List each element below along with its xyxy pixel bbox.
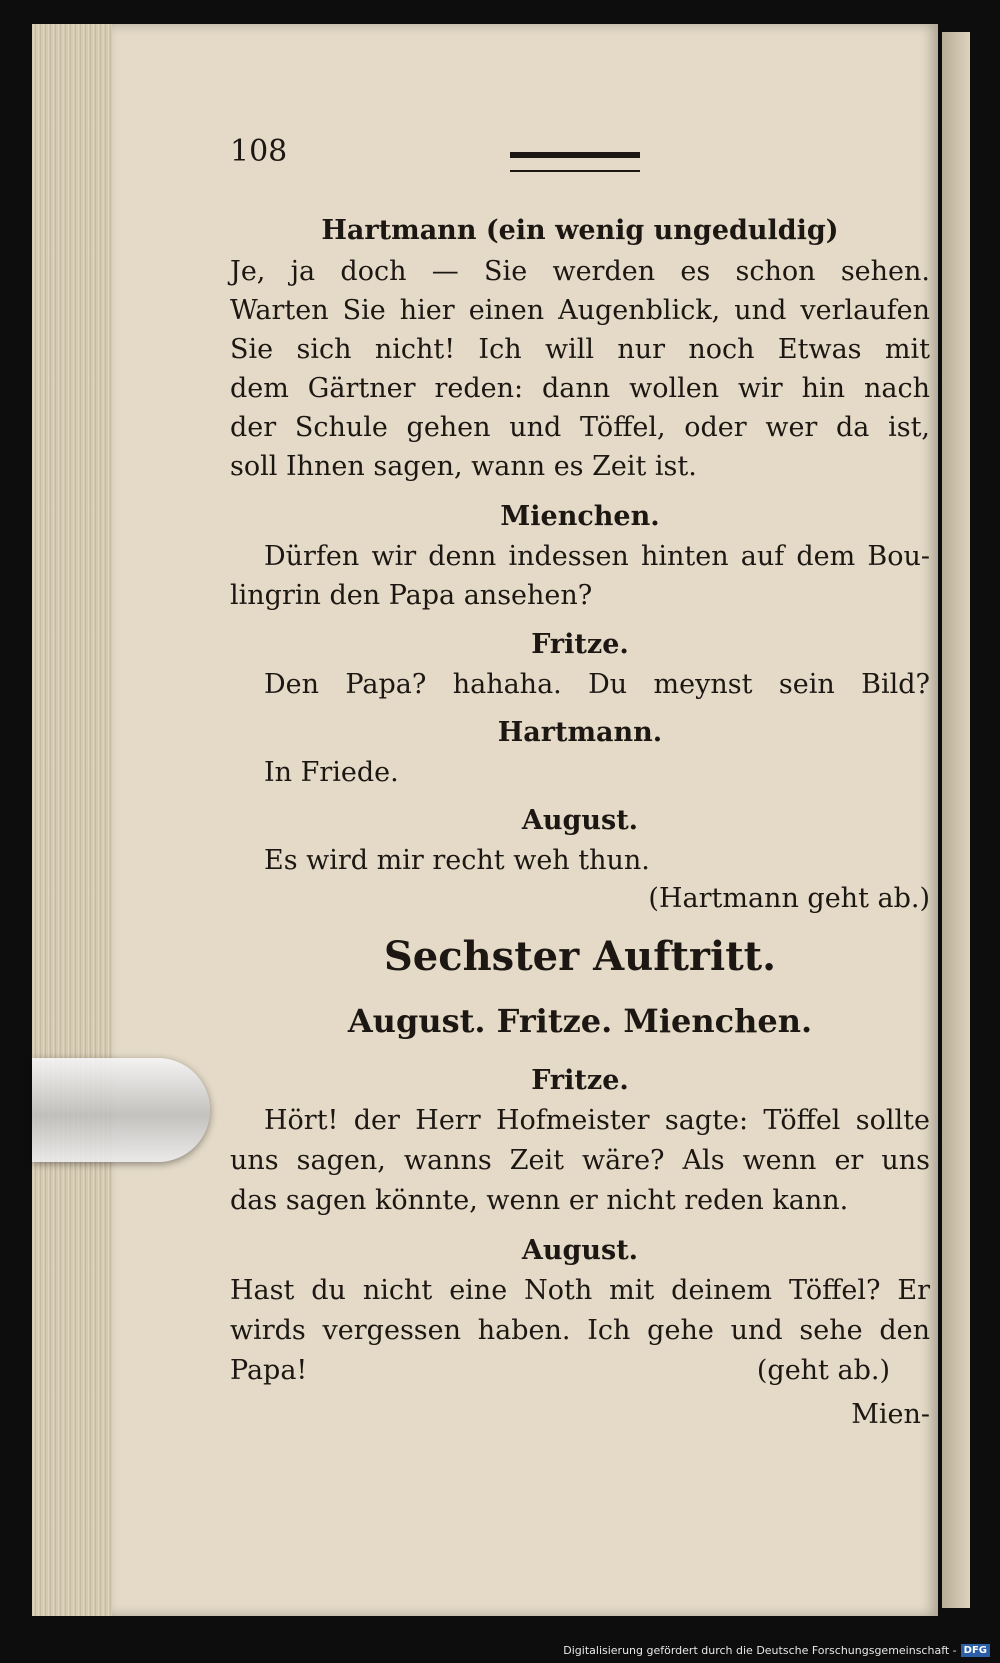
page-clip: [32, 1058, 210, 1162]
text-line: lingrin den Papa ansehen?: [230, 580, 593, 611]
text-line: wirds vergessen haben. Ich gehe und sehe den: [230, 1315, 930, 1346]
stage-speaker: Hartmann (ein wenig ungeduldig): [321, 215, 839, 246]
stage-direction: (Hartmann geht ab.): [648, 883, 930, 914]
speaker-name: Mienchen.: [500, 501, 660, 532]
next-page-edge: [942, 32, 970, 1608]
speaker-name: August.: [521, 1235, 639, 1266]
text-line: Hört! der Herr Hofmeister sagte: Töffel sollte: [264, 1105, 930, 1136]
text-line: Je, ja doch — Sie werden es schon sehen.: [230, 256, 930, 287]
dfg-logo: DFG: [961, 1644, 990, 1657]
book-page: [112, 24, 938, 1616]
speaker-name: Fritze.: [531, 629, 629, 660]
text-line: Sie sich nicht! Ich will nur noch Etwas mit: [230, 334, 930, 365]
text-line: Dürfen wir denn indessen hinten auf dem Bou-: [264, 541, 930, 572]
header-rule: [510, 152, 640, 172]
stage-direction: (geht ab.): [756, 1355, 890, 1386]
page-number: 108: [230, 134, 288, 169]
text-line: Warten Sie hier einen Augenblick, und verlaufen: [230, 295, 930, 326]
text-line: das sagen könnte, wenn er nicht reden kann.: [230, 1185, 849, 1216]
speaker-name: August.: [521, 805, 639, 836]
page-edges: [32, 24, 112, 1616]
text-line: dem Gärtner reden: dann wollen wir hin nach: [230, 373, 930, 404]
text-line: In Friede.: [264, 757, 399, 788]
book-scan: [32, 24, 976, 1616]
catchword: Mien-: [851, 1399, 930, 1430]
text-line: Papa!: [230, 1355, 308, 1386]
text-line: der Schule gehen und Töffel, oder wer da ist,: [230, 412, 930, 443]
text-line: Den Papa? hahaha. Du meynst sein Bild?: [264, 669, 930, 700]
text-line: uns sagen, wanns Zeit wäre? Als wenn er uns: [230, 1145, 930, 1176]
text-line: Es wird mir recht weh thun.: [264, 845, 650, 876]
speaker-name: Hartmann.: [497, 717, 663, 748]
scene-persons: August. Fritze. Mienchen.: [347, 1002, 813, 1040]
speaker-name: Fritze.: [531, 1065, 629, 1096]
digitization-footer: [563, 1644, 990, 1657]
scene-heading: Sechster Auftritt.: [383, 933, 777, 980]
footer-credit: Digitalisierung gefördert durch die Deutsche Forschungsgemeinschaft -: [563, 1644, 957, 1657]
text-line-row: [230, 1354, 930, 1388]
text-line: Hast du nicht eine Noth mit deinem Töffel? Er: [230, 1275, 930, 1306]
text-line: soll Ihnen sagen, wann es Zeit ist.: [230, 451, 697, 482]
